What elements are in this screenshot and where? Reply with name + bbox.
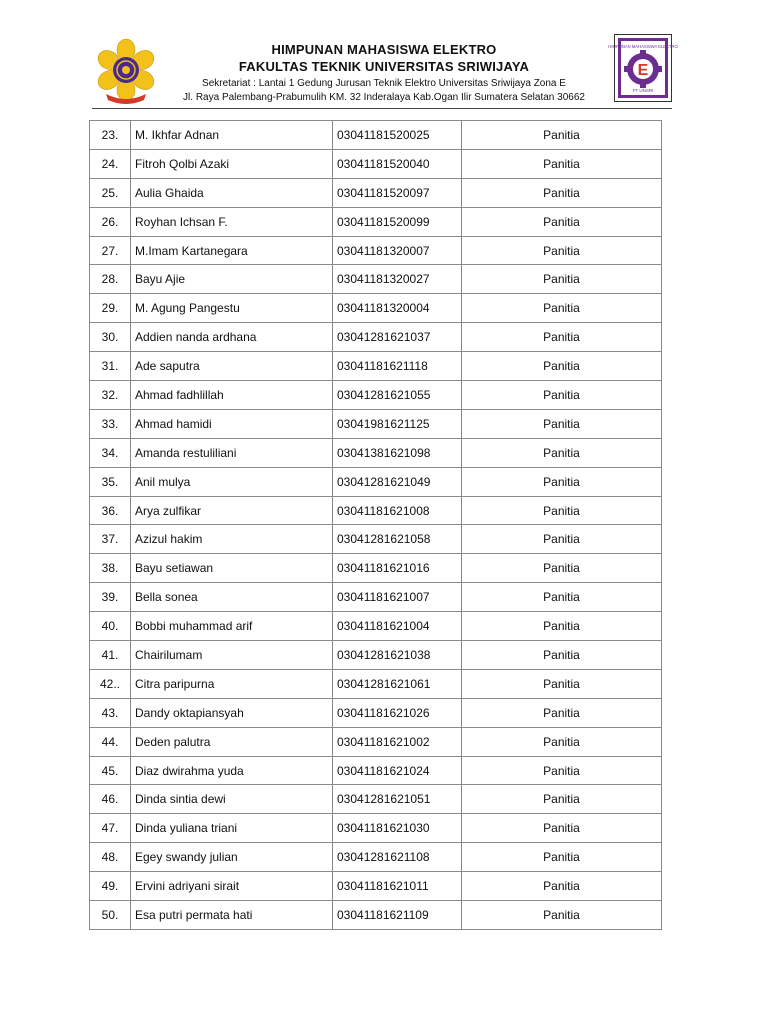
member-role-cell: Panitia	[462, 612, 662, 641]
member-name-cell: M. Ikhfar Adnan	[131, 121, 333, 150]
member-name-cell: Ahmad fadhlillah	[131, 381, 333, 410]
member-nim-cell: 03041281621051	[333, 785, 462, 814]
table-row	[90, 554, 662, 583]
table-row	[90, 872, 662, 901]
member-nim-cell: 03041281621108	[333, 843, 462, 872]
member-nim-cell: 03041181520099	[333, 207, 462, 236]
member-nim-cell: 03041181320004	[333, 294, 462, 323]
member-role-cell: Panitia	[462, 467, 662, 496]
member-nim-cell: 03041181621118	[333, 352, 462, 381]
member-name-cell: Bella sonea	[131, 583, 333, 612]
row-number-cell: 37.	[90, 525, 131, 554]
member-role-cell: Panitia	[462, 323, 662, 352]
row-number-cell: 38.	[90, 554, 131, 583]
member-nim-cell: 03041281621058	[333, 525, 462, 554]
row-number-cell: 34.	[90, 438, 131, 467]
row-number-cell: 28.	[90, 265, 131, 294]
row-number-cell: 44.	[90, 727, 131, 756]
member-role-cell: Panitia	[462, 236, 662, 265]
member-role-cell: Panitia	[462, 149, 662, 178]
members-table-body	[90, 121, 662, 930]
table-row	[90, 207, 662, 236]
member-name-cell: Bayu Ajie	[131, 265, 333, 294]
table-row	[90, 785, 662, 814]
row-number-cell: 23.	[90, 121, 131, 150]
table-row	[90, 409, 662, 438]
member-nim-cell: 03041381621098	[333, 438, 462, 467]
member-name-cell: M.Imam Kartanegara	[131, 236, 333, 265]
member-nim-cell: 03041181621026	[333, 698, 462, 727]
table-row	[90, 438, 662, 467]
row-number-cell: 29.	[90, 294, 131, 323]
member-name-cell: M. Agung Pangestu	[131, 294, 333, 323]
member-role-cell: Panitia	[462, 727, 662, 756]
member-nim-cell: 03041181320027	[333, 265, 462, 294]
member-nim-cell: 03041281621061	[333, 669, 462, 698]
row-number-cell: 32.	[90, 381, 131, 410]
table-row	[90, 727, 662, 756]
member-role-cell: Panitia	[462, 265, 662, 294]
row-number-cell: 45.	[90, 756, 131, 785]
table-row	[90, 901, 662, 930]
member-nim-cell: 03041181621024	[333, 756, 462, 785]
member-role-cell: Panitia	[462, 121, 662, 150]
member-nim-cell: 03041181320007	[333, 236, 462, 265]
member-nim-cell: 03041181520097	[333, 178, 462, 207]
member-nim-cell: 03041181621007	[333, 583, 462, 612]
table-row	[90, 265, 662, 294]
row-number-cell: 47.	[90, 814, 131, 843]
member-name-cell: Royhan Ichsan F.	[131, 207, 333, 236]
organization-name: HIMPUNAN MAHASISWA ELEKTRO	[271, 42, 497, 57]
member-role-cell: Panitia	[462, 814, 662, 843]
member-name-cell: Ervini adriyani sirait	[131, 872, 333, 901]
logo-right-text-top: HIMPUNAN MAHASISWA ELEKTRO	[608, 44, 678, 49]
member-nim-cell: 03041281621055	[333, 381, 462, 410]
member-role-cell: Panitia	[462, 843, 662, 872]
row-number-cell: 41.	[90, 641, 131, 670]
member-name-cell: Arya zulfikar	[131, 496, 333, 525]
row-number-cell: 40.	[90, 612, 131, 641]
member-nim-cell: 03041981621125	[333, 409, 462, 438]
address-line-2: Jl. Raya Palembang-Prabumulih KM. 32 Inderalaya Kab.Ogan Ilir Sumatera Selatan 30662	[183, 92, 585, 103]
member-role-cell: Panitia	[462, 294, 662, 323]
table-row	[90, 669, 662, 698]
member-name-cell: Dandy oktapiansyah	[131, 698, 333, 727]
table-row	[90, 178, 662, 207]
member-nim-cell: 03041181621002	[333, 727, 462, 756]
table-row	[90, 236, 662, 265]
table-row	[90, 698, 662, 727]
members-table	[89, 120, 662, 930]
member-role-cell: Panitia	[462, 756, 662, 785]
member-name-cell: Dinda yuliana triani	[131, 814, 333, 843]
table-row	[90, 294, 662, 323]
row-number-cell: 42..	[90, 669, 131, 698]
member-role-cell: Panitia	[462, 669, 662, 698]
row-number-cell: 35.	[90, 467, 131, 496]
member-name-cell: Diaz dwirahma yuda	[131, 756, 333, 785]
table-row	[90, 756, 662, 785]
member-nim-cell: 03041181621008	[333, 496, 462, 525]
row-number-cell: 24.	[90, 149, 131, 178]
member-role-cell: Panitia	[462, 785, 662, 814]
member-role-cell: Panitia	[462, 178, 662, 207]
table-row	[90, 323, 662, 352]
member-nim-cell: 03041281621037	[333, 323, 462, 352]
member-name-cell: Fitroh Qolbi Azaki	[131, 149, 333, 178]
row-number-cell: 39.	[90, 583, 131, 612]
table-row	[90, 149, 662, 178]
member-name-cell: Anil mulya	[131, 467, 333, 496]
member-name-cell: Ade saputra	[131, 352, 333, 381]
row-number-cell: 30.	[90, 323, 131, 352]
table-row	[90, 843, 662, 872]
table-row	[90, 525, 662, 554]
letterhead	[0, 0, 768, 118]
table-row	[90, 467, 662, 496]
member-role-cell: Panitia	[462, 698, 662, 727]
row-number-cell: 36.	[90, 496, 131, 525]
row-number-cell: 25.	[90, 178, 131, 207]
member-role-cell: Panitia	[462, 872, 662, 901]
member-name-cell: Dinda sintia dewi	[131, 785, 333, 814]
address-line-1: Sekretariat : Lantai 1 Gedung Jurusan Teknik Elektro Universitas Sriwijaya Zona E	[202, 78, 566, 89]
member-role-cell: Panitia	[462, 352, 662, 381]
member-role-cell: Panitia	[462, 496, 662, 525]
row-number-cell: 33.	[90, 409, 131, 438]
row-number-cell: 48.	[90, 843, 131, 872]
member-name-cell: Deden palutra	[131, 727, 333, 756]
member-name-cell: Bayu setiawan	[131, 554, 333, 583]
row-number-cell: 26.	[90, 207, 131, 236]
member-role-cell: Panitia	[462, 554, 662, 583]
table-row	[90, 352, 662, 381]
member-name-cell: Azizul hakim	[131, 525, 333, 554]
table-row	[90, 583, 662, 612]
table-row	[90, 121, 662, 150]
member-role-cell: Panitia	[462, 901, 662, 930]
member-role-cell: Panitia	[462, 409, 662, 438]
member-name-cell: Amanda restuliliani	[131, 438, 333, 467]
row-number-cell: 43.	[90, 698, 131, 727]
member-name-cell: Aulia Ghaida	[131, 178, 333, 207]
member-nim-cell: 03041281621049	[333, 467, 462, 496]
member-nim-cell: 03041181621011	[333, 872, 462, 901]
member-role-cell: Panitia	[462, 438, 662, 467]
member-nim-cell: 03041181621016	[333, 554, 462, 583]
table-row	[90, 641, 662, 670]
member-nim-cell: 03041281621038	[333, 641, 462, 670]
header-divider	[92, 108, 672, 109]
hime-gear-logo-icon	[608, 34, 678, 102]
row-number-cell: 31.	[90, 352, 131, 381]
table-row	[90, 814, 662, 843]
logo-right-letter: E	[637, 62, 649, 79]
member-name-cell: Ahmad hamidi	[131, 409, 333, 438]
member-role-cell: Panitia	[462, 381, 662, 410]
row-number-cell: 49.	[90, 872, 131, 901]
row-number-cell: 50.	[90, 901, 131, 930]
row-number-cell: 46.	[90, 785, 131, 814]
member-nim-cell: 03041181520040	[333, 149, 462, 178]
table-row	[90, 612, 662, 641]
member-name-cell: Citra paripurna	[131, 669, 333, 698]
row-number-cell: 27.	[90, 236, 131, 265]
member-nim-cell: 03041181621004	[333, 612, 462, 641]
table-row	[90, 381, 662, 410]
member-nim-cell: 03041181621030	[333, 814, 462, 843]
logo-right-text-bottom: FT UNSRI	[632, 88, 654, 93]
member-name-cell: Addien nanda ardhana	[131, 323, 333, 352]
university-emblem-icon	[94, 38, 158, 106]
member-name-cell: Esa putri permata hati	[131, 901, 333, 930]
member-name-cell: Bobbi muhammad arif	[131, 612, 333, 641]
faculty-name: FAKULTAS TEKNIK UNIVERSITAS SRIWIJAYA	[238, 59, 530, 74]
member-nim-cell: 03041181520025	[333, 121, 462, 150]
member-role-cell: Panitia	[462, 207, 662, 236]
member-role-cell: Panitia	[462, 641, 662, 670]
member-name-cell: Egey swandy julian	[131, 843, 333, 872]
member-role-cell: Panitia	[462, 525, 662, 554]
member-name-cell: Chairilumam	[131, 641, 333, 670]
member-role-cell: Panitia	[462, 583, 662, 612]
member-nim-cell: 03041181621109	[333, 901, 462, 930]
table-row	[90, 496, 662, 525]
